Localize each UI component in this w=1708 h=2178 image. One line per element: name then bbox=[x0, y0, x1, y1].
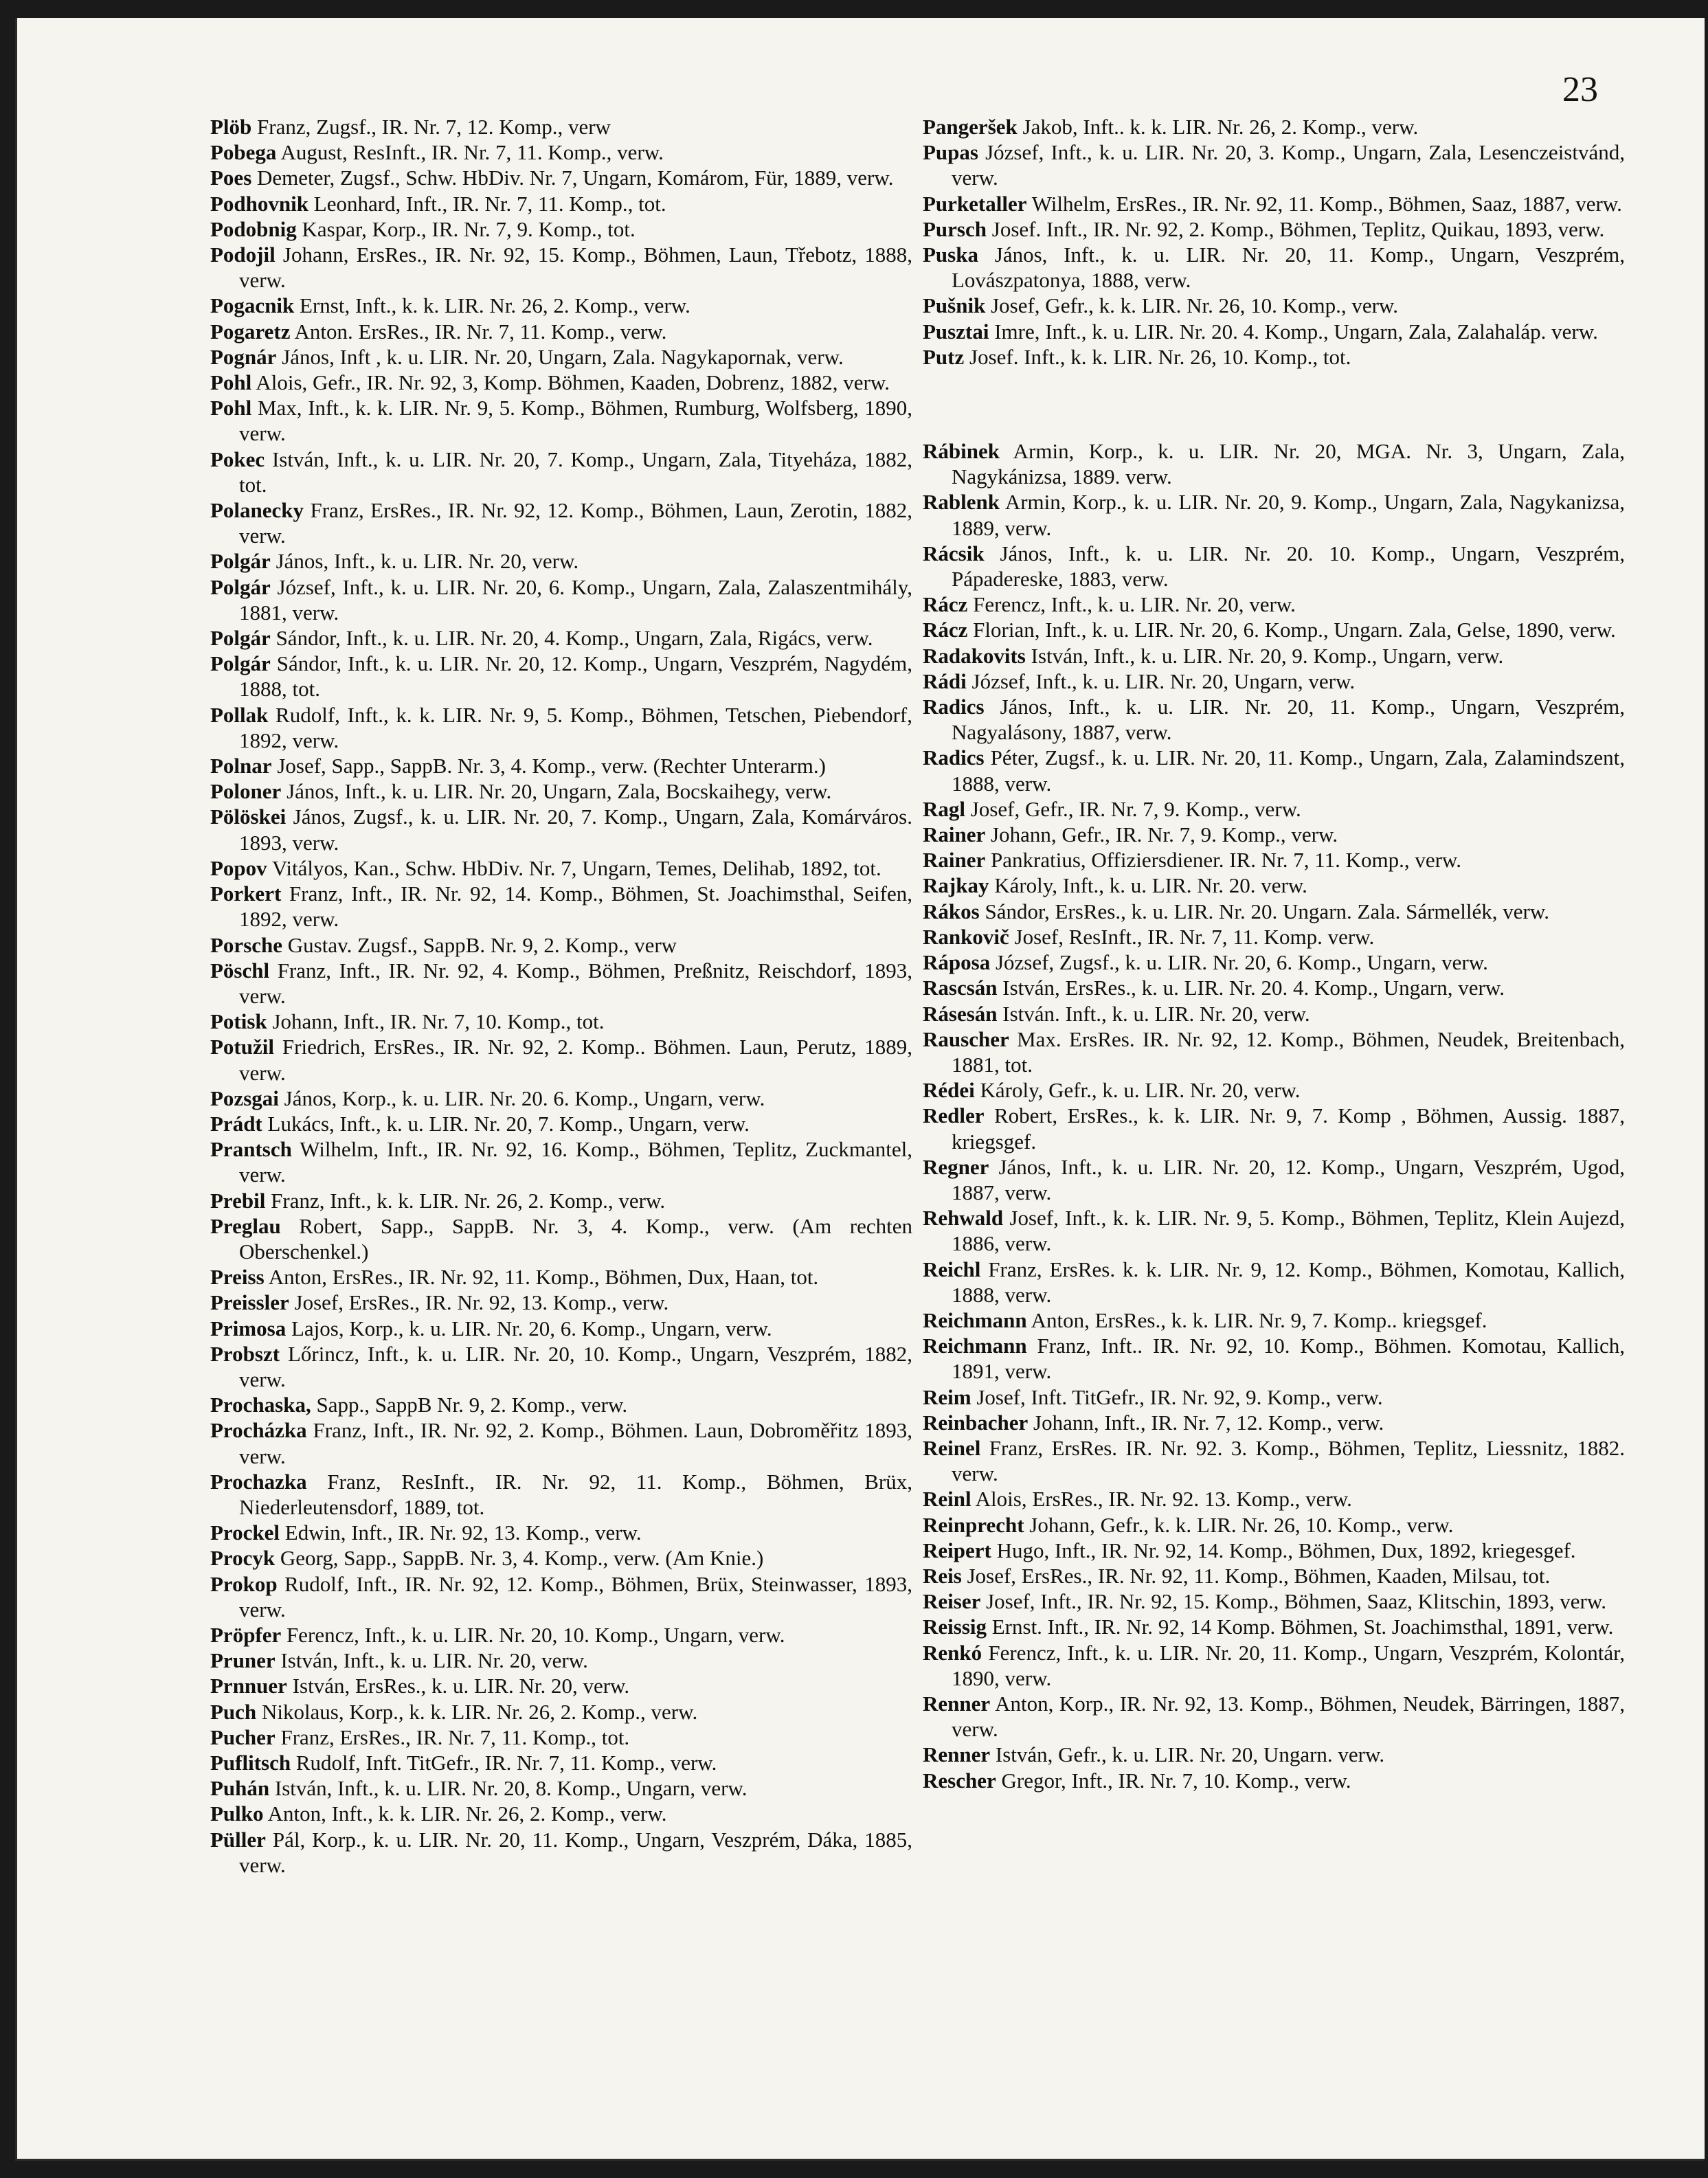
entry-surname: Pulko bbox=[210, 1801, 264, 1826]
entry-details: Wilhelm, Inft., IR. Nr. 92, 16. Komp., Böhmen, Teplitz, Zuckmantel, verw. bbox=[239, 1137, 912, 1187]
register-entry bbox=[923, 191, 1625, 216]
entry-surname: Pušnik bbox=[923, 293, 986, 318]
entry-details: János, Inft , k. u. LIR. Nr. 20, Ungarn, Zala. Nagykapornak, verw. bbox=[282, 344, 844, 369]
entry-surname: Püller bbox=[210, 1827, 266, 1852]
register-entry bbox=[923, 1691, 1625, 1742]
entry-details: Josef, ErsRes., IR. Nr. 92, 11. Komp., Böhmen, Kaaden, Milsau, tot. bbox=[967, 1563, 1551, 1588]
entry-surname: Polnar bbox=[210, 754, 272, 778]
entry-details: Alois, Gefr., IR. Nr. 92, 3, Komp. Böhmen, Kaaden, Dobrenz, 1882, verw. bbox=[256, 370, 890, 395]
entry-surname: Rábinek bbox=[923, 439, 1000, 464]
register-entry bbox=[210, 1213, 912, 1264]
entry-details: Vitályos, Kan., Schw. HbDiv. Nr. 7, Ungarn, Temes, Delihab, 1892, tot. bbox=[271, 855, 881, 880]
entry-surname: Pollak bbox=[210, 702, 269, 727]
entry-details: István, Inft., k. u. LIR. Nr. 20, 7. Komp., Ungarn, Zala, Tityeháza, 1882, tot. bbox=[239, 447, 912, 497]
entry-surname: Rédei bbox=[923, 1078, 975, 1103]
register-entry bbox=[923, 438, 1625, 489]
entry-surname: Polanecky bbox=[210, 498, 304, 523]
entry-surname: Reinprecht bbox=[923, 1512, 1024, 1537]
register-entry bbox=[210, 1775, 912, 1801]
entry-details: Sapp., SappB Nr. 9, 2. Komp., verw. bbox=[316, 1393, 628, 1417]
register-entry bbox=[923, 950, 1625, 975]
entry-surname: Radics bbox=[923, 695, 985, 719]
entry-details: János, Zugsf., k. u. LIR. Nr. 20, 7. Komp., Ungarn, Zala, Komárváros. 1893, verw. bbox=[239, 805, 912, 855]
entry-details: Friedrich, ErsRes., IR. Nr. 92, 2. Komp.. Böhmen. Laun, Perutz, 1889, verw. bbox=[239, 1035, 912, 1085]
entry-details: Sándor, Inft., k. u. LIR. Nr. 20, 4. Komp., Ungarn, Zala, Rigács, verw. bbox=[276, 626, 873, 651]
register-entry bbox=[923, 1103, 1625, 1154]
entry-details: August, ResInft., IR. Nr. 7, 11. Komp., verw. bbox=[280, 140, 664, 165]
entry-surname: Pohl bbox=[210, 396, 252, 420]
register-entry bbox=[210, 344, 912, 370]
entry-details: Sándor, Inft., k. u. LIR. Nr. 20, 12. Komp., Ungarn, Veszprém, Nagydém, 1888, tot. bbox=[239, 651, 913, 701]
entry-surname: Pangeršek bbox=[923, 115, 1018, 139]
register-entry bbox=[210, 1034, 912, 1085]
entry-details: Anton, Inft., k. k. LIR. Nr. 26, 2. Komp., verw. bbox=[267, 1801, 667, 1826]
entry-surname: Pröpfer bbox=[210, 1622, 282, 1647]
register-entry bbox=[923, 796, 1625, 822]
entry-details: Johann, Inft., IR. Nr. 7, 10. Komp., tot. bbox=[272, 1009, 605, 1034]
entry-details: István, ErsRes., k. u. LIR. Nr. 20. 4. Komp., Ungarn, verw. bbox=[1002, 976, 1505, 1000]
entry-surname: Rákos bbox=[923, 899, 980, 923]
entry-details: Armin, Korp., k. u. LIR. Nr. 20, MGA. Nr. 3, Ungarn, Zala, Nagykánizsa, 1889. verw. bbox=[952, 439, 1625, 489]
register-entry bbox=[210, 1469, 912, 1520]
entry-details: István, ErsRes., k. u. LIR. Nr. 20, verw. bbox=[292, 1674, 630, 1698]
register-entry bbox=[923, 1768, 1625, 1793]
entry-details: János, Inft., k. u. LIR. Nr. 20, 12. Komp., Ungarn, Veszprém, Ugod, 1887, verw. bbox=[952, 1154, 1626, 1204]
entry-surname: Prochazka bbox=[210, 1469, 307, 1494]
entry-surname: Puch bbox=[210, 1699, 257, 1724]
entry-surname: Pohl bbox=[210, 370, 252, 395]
register-entry bbox=[210, 1188, 912, 1213]
entry-surname: Reis bbox=[923, 1563, 962, 1588]
entry-surname: Plöb bbox=[210, 115, 252, 139]
entry-details: Franz, ErsRes. IR. Nr. 92. 3. Komp., Böhmen, Teplitz, Liessnitz, 1882. verw. bbox=[952, 1435, 1626, 1486]
entry-details: István, Inft., k. u. LIR. Nr. 20, 9. Komp., Ungarn, verw. bbox=[1031, 643, 1504, 668]
entry-details: Max. ErsRes. IR. Nr. 92, 12. Komp., Böhmen, Neudek, Breitenbach, 1881, tot. bbox=[952, 1026, 1625, 1077]
register-entry bbox=[210, 778, 912, 804]
entry-details: Rudolf, Inft., IR. Nr. 92, 12. Komp., Böhmen, Brüx, Steinwasser, 1893, verw. bbox=[239, 1571, 913, 1621]
entry-details: Josef, Inft., IR. Nr. 92, 15. Komp., Böhmen, Saaz, Klitschin, 1893, verw. bbox=[986, 1589, 1606, 1614]
entry-details: Josef, ResInft., IR. Nr. 7, 11. Komp. verw. bbox=[1014, 924, 1375, 949]
entry-details: Robert, ErsRes., k. k. LIR. Nr. 9, 7. Komp , Böhmen, Aussig. 1887, kriegsgef. bbox=[952, 1103, 1625, 1154]
register-entry bbox=[923, 694, 1625, 745]
register-entry bbox=[923, 489, 1625, 540]
register-entry bbox=[210, 1750, 912, 1775]
register-entry bbox=[923, 899, 1625, 924]
register-entry bbox=[210, 753, 912, 778]
entry-details: Demeter, Zugsf., Schw. HbDiv. Nr. 7, Ungarn, Komárom, Für, 1889, verw. bbox=[257, 166, 894, 190]
register-entry bbox=[210, 1699, 912, 1725]
entry-details: Franz, Inft.. IR. Nr. 92, 10. Komp., Böhmen. Komotau, Kallich, 1891, verw. bbox=[952, 1334, 1625, 1384]
register-entry bbox=[923, 1512, 1625, 1538]
entry-details: István, Inft., k. u. LIR. Nr. 20, verw. bbox=[280, 1648, 588, 1673]
entry-surname: Reinl bbox=[923, 1487, 971, 1512]
left-column bbox=[210, 114, 912, 1878]
entry-surname: Rainer bbox=[923, 848, 986, 873]
register-entry bbox=[210, 1648, 912, 1673]
register-entry bbox=[210, 370, 912, 395]
entry-surname: Rablenk bbox=[923, 490, 1000, 515]
entry-details: József, Inft., k. u. LIR. Nr. 20, Ungarn, verw. bbox=[971, 669, 1356, 693]
entry-surname: Renner bbox=[923, 1742, 991, 1767]
entry-details: Leonhard, Inft., IR. Nr. 7, 11. Komp., tot. bbox=[313, 191, 666, 216]
entry-details: Pál, Korp., k. u. LIR. Nr. 20, 11. Komp., Ungarn, Veszprém, Dáka, 1885, verw. bbox=[239, 1827, 912, 1877]
entry-surname: Rankovič bbox=[923, 924, 1009, 949]
register-entry bbox=[210, 1827, 912, 1878]
entry-surname: Podojil bbox=[210, 243, 276, 267]
entry-details: Imre, Inft., k. u. LIR. Nr. 20. 4. Komp., Ungarn, Zala, Zalahaláp. verw. bbox=[994, 319, 1598, 344]
register-entry bbox=[923, 139, 1625, 190]
entry-surname: Rácsik bbox=[923, 541, 985, 565]
entry-surname: Pogaretz bbox=[210, 319, 291, 344]
entry-surname: Ráposa bbox=[923, 950, 991, 975]
entry-details: Rudolf, Inft. TitGefr., IR. Nr. 7, 11. Komp., verw. bbox=[295, 1751, 717, 1775]
entry-surname: Porsche bbox=[210, 932, 283, 957]
register-entry bbox=[210, 1673, 912, 1698]
register-entry bbox=[210, 1417, 912, 1468]
entry-surname: Podobnig bbox=[210, 216, 297, 241]
entry-surname: Pognár bbox=[210, 344, 277, 369]
register-entry bbox=[210, 191, 912, 216]
entry-details: Florian, Inft., k. u. LIR. Nr. 20, 6. Komp., Ungarn. Zala, Gelse, 1890, verw. bbox=[973, 618, 1616, 642]
entry-details: Johann, Inft., IR. Nr. 7, 12. Komp., verw. bbox=[1033, 1410, 1384, 1435]
entry-details: Franz, Inft., IR. Nr. 92, 2. Komp., Böhmen. Laun, Dobroměřitz 1893, verw. bbox=[239, 1418, 913, 1468]
entry-details: Lőrincz, Inft., k. u. LIR. Nr. 20, 10. Komp., Ungarn, Veszprém, 1882, verw. bbox=[239, 1341, 912, 1391]
entry-surname: Rácz bbox=[923, 618, 968, 642]
register-entry bbox=[210, 651, 912, 701]
register-entry bbox=[210, 1111, 912, 1136]
register-entry bbox=[210, 1136, 912, 1187]
entry-details: Johann, Gefr., k. k. LIR. Nr. 26, 10. Komp., verw. bbox=[1029, 1512, 1454, 1537]
register-entry bbox=[210, 1009, 912, 1034]
entry-surname: Polgár bbox=[210, 651, 271, 676]
entry-details: József, Zugsf., k. u. LIR. Nr. 20, 6. Komp., Ungarn, verw. bbox=[995, 950, 1488, 975]
entry-surname: Ragl bbox=[923, 796, 965, 821]
entry-surname: Pupas bbox=[923, 140, 978, 165]
entry-details: Ferencz, Inft., k. u. LIR. Nr. 20, 11. Komp., Ungarn, Veszprém, Kolontár, 1890, verw. bbox=[952, 1640, 1625, 1690]
entry-details: Johann, Gefr., IR. Nr. 7, 9. Komp., verw. bbox=[991, 822, 1338, 847]
entry-surname: Polgár bbox=[210, 626, 271, 651]
entry-surname: Rásesán bbox=[923, 1001, 998, 1026]
register-entry bbox=[210, 958, 912, 1009]
register-entry bbox=[210, 216, 912, 242]
entry-surname: Potužil bbox=[210, 1035, 274, 1059]
register-entry bbox=[210, 114, 912, 139]
register-entry bbox=[210, 1290, 912, 1315]
register-entry bbox=[923, 873, 1625, 898]
entry-details: Josef, Gefr., k. k. LIR. Nr. 26, 10. Komp., verw. bbox=[991, 293, 1399, 318]
entry-surname: Pokec bbox=[210, 447, 265, 471]
entry-surname: Reinbacher bbox=[923, 1410, 1029, 1435]
entry-surname: Puska bbox=[923, 243, 978, 267]
page-number: 23 bbox=[1562, 70, 1598, 109]
register-entry bbox=[210, 1520, 912, 1545]
entry-details: Gustav. Zugsf., SappB. Nr. 9, 2. Komp., verw bbox=[287, 932, 677, 957]
register-entry bbox=[923, 344, 1625, 370]
entry-details: János, Inft., k. u. LIR. Nr. 20. 10. Komp., Ungarn, Veszprém, Pápadereske, 1883, verw. bbox=[952, 541, 1625, 592]
register-entry bbox=[923, 617, 1625, 642]
register-entry bbox=[923, 242, 1625, 293]
entry-details: Max, Inft., k. k. LIR. Nr. 9, 5. Komp., Böhmen, Rumburg, Wolfsberg, 1890, verw. bbox=[239, 396, 913, 446]
entry-surname: Pozsgai bbox=[210, 1086, 279, 1110]
register-entry bbox=[923, 1257, 1625, 1307]
entry-details: Anton, ErsRes., k. k. LIR. Nr. 9, 7. Komp.. kriegsgef. bbox=[1031, 1307, 1487, 1332]
entry-surname: Reichmann bbox=[923, 1307, 1027, 1332]
entry-details: Josef. Inft., k. k. LIR. Nr. 26, 10. Komp., tot. bbox=[969, 344, 1351, 369]
entry-surname: Reim bbox=[923, 1384, 971, 1409]
entry-surname: Rácz bbox=[923, 592, 968, 617]
entry-details: Károly, Gefr., k. u. LIR. Nr. 20, verw. bbox=[980, 1078, 1301, 1103]
entry-surname: Putz bbox=[923, 344, 965, 369]
entry-details: Franz, Zugsf., IR. Nr. 7, 12. Komp., verw bbox=[257, 115, 611, 139]
entry-surname: Prockel bbox=[210, 1520, 280, 1545]
register-entry bbox=[210, 319, 912, 344]
register-entry bbox=[210, 1801, 912, 1826]
entry-details: Kaspar, Korp., IR. Nr. 7, 9. Komp., tot. bbox=[302, 216, 636, 241]
entry-surname: Preiss bbox=[210, 1265, 265, 1290]
register-entry bbox=[210, 1316, 912, 1341]
entry-details: Josef, Gefr., IR. Nr. 7, 9. Komp., verw. bbox=[970, 796, 1301, 821]
entry-surname: Pursch bbox=[923, 216, 987, 241]
entry-surname: Renkó bbox=[923, 1640, 982, 1665]
register-entry bbox=[923, 541, 1625, 592]
entry-surname: Prebil bbox=[210, 1188, 266, 1213]
entry-surname: Polgár bbox=[210, 549, 271, 574]
entry-surname: Potisk bbox=[210, 1009, 267, 1034]
register-entry bbox=[923, 293, 1625, 318]
entry-surname: Pogacnik bbox=[210, 293, 295, 318]
entry-surname: Preissler bbox=[210, 1290, 289, 1315]
entry-details: Josef, Inft. TitGefr., IR. Nr. 92, 9. Komp., verw. bbox=[976, 1384, 1383, 1409]
register-entry bbox=[923, 1588, 1625, 1614]
entry-details: István, Inft., k. u. LIR. Nr. 20, 8. Komp., Ungarn, verw. bbox=[274, 1776, 748, 1801]
entry-details: Károly, Inft., k. u. LIR. Nr. 20. verw. bbox=[994, 873, 1307, 898]
register-entry bbox=[210, 548, 912, 574]
entry-details: Ferencz, Inft., k. u. LIR. Nr. 20, 10. Komp., Ungarn, verw. bbox=[286, 1622, 785, 1647]
entry-surname: Pucher bbox=[210, 1725, 276, 1749]
register-entry bbox=[923, 822, 1625, 847]
register-entry bbox=[210, 625, 912, 651]
entry-surname: Rauscher bbox=[923, 1026, 1009, 1051]
register-entry bbox=[923, 847, 1625, 873]
register-entry bbox=[923, 745, 1625, 796]
register-entry bbox=[923, 1614, 1625, 1639]
entry-details: János, Inft., k. u. LIR. Nr. 20, Ungarn, Zala, Bocskaihegy, verw. bbox=[286, 779, 832, 804]
right-column bbox=[923, 114, 1625, 1793]
entry-surname: Poes bbox=[210, 166, 252, 190]
entry-surname: Prochaska, bbox=[210, 1393, 311, 1417]
entry-surname: Podhovnik bbox=[210, 191, 309, 216]
entry-surname: Reinel bbox=[923, 1435, 981, 1460]
entry-details: Anton. ErsRes., IR. Nr. 7, 11. Komp., verw. bbox=[294, 319, 667, 344]
entry-surname: Procyk bbox=[210, 1546, 276, 1571]
entry-details: Josef, Inft., k. k. LIR. Nr. 9, 5. Komp., Böhmen, Teplitz, Klein Aujezd, 1886, verw. bbox=[952, 1206, 1625, 1256]
entry-details: Anton, ErsRes., IR. Nr. 92, 11. Komp., Böhmen, Dux, Haan, tot. bbox=[268, 1265, 819, 1290]
register-entry bbox=[923, 216, 1625, 242]
entry-surname: Poloner bbox=[210, 779, 282, 804]
entry-surname: Reissig bbox=[923, 1615, 987, 1639]
entry-surname: Radakovits bbox=[923, 643, 1026, 668]
register-entry bbox=[210, 447, 912, 497]
entry-details: István, Gefr., k. u. LIR. Nr. 20, Ungarn. verw. bbox=[995, 1742, 1385, 1767]
register-entry bbox=[923, 1640, 1625, 1691]
register-entry bbox=[923, 1026, 1625, 1077]
register-entry bbox=[923, 643, 1625, 669]
register-entry bbox=[923, 1410, 1625, 1435]
entry-details: Ernst, Inft., k. k. LIR. Nr. 26, 2. Komp., verw. bbox=[300, 293, 690, 318]
entry-details: Franz, Inft., k. k. LIR. Nr. 26, 2. Komp., verw. bbox=[271, 1188, 666, 1213]
register-entry bbox=[210, 574, 912, 625]
entry-details: István. Inft., k. u. LIR. Nr. 20, verw. bbox=[1002, 1001, 1310, 1026]
register-entry bbox=[210, 1571, 912, 1622]
entry-surname: Puflitsch bbox=[210, 1751, 291, 1775]
register-entry bbox=[923, 1742, 1625, 1767]
register-entry bbox=[210, 1264, 912, 1290]
register-entry bbox=[923, 1538, 1625, 1563]
register-entry bbox=[923, 1307, 1625, 1333]
entry-details: János, Inft., k. u. LIR. Nr. 20, 11. Komp., Ungarn, Veszprém, Lovászpatonya, 1888, verw. bbox=[952, 243, 1625, 293]
entry-surname: Prokop bbox=[210, 1571, 278, 1596]
entry-details: Franz, ResInft., IR. Nr. 92, 11. Komp., Böhmen, Brüx, Niederleutensdorf, 1889, tot. bbox=[239, 1469, 912, 1519]
section-gap bbox=[923, 370, 1625, 438]
register-entry bbox=[923, 1563, 1625, 1588]
entry-details: Josef, ErsRes., IR. Nr. 92, 13. Komp., verw. bbox=[294, 1290, 669, 1315]
entry-details: Franz, Inft., IR. Nr. 92, 4. Komp., Böhmen, Preßnitz, Reischdorf, 1893, verw. bbox=[239, 958, 913, 1008]
register-entry bbox=[923, 1435, 1625, 1486]
entry-details: Wilhelm, ErsRes., IR. Nr. 92, 11. Komp., Böhmen, Saaz, 1887, verw. bbox=[1031, 191, 1622, 216]
register-entry bbox=[923, 1001, 1625, 1026]
entry-details: Franz, ErsRes. k. k. LIR. Nr. 9, 12. Komp., Böhmen, Komotau, Kallich, 1888, verw. bbox=[952, 1257, 1625, 1307]
register-entry bbox=[923, 924, 1625, 950]
entry-details: József, Inft., k. u. LIR. Nr. 20, 6. Komp., Ungarn, Zala, Zalaszentmihály, 1881, verw. bbox=[239, 574, 912, 625]
entry-details: Johann, ErsRes., IR. Nr. 92, 15. Komp., Böhmen, Laun, Třebotz, 1888, verw. bbox=[239, 243, 912, 293]
register-entry bbox=[210, 139, 912, 165]
entry-details: József, Inft., k. u. LIR. Nr. 20, 3. Komp., Ungarn, Zala, Lesenczeistvánd, verw. bbox=[952, 140, 1625, 190]
register-entry bbox=[923, 1384, 1625, 1410]
entry-surname: Probszt bbox=[210, 1341, 280, 1366]
register-entry bbox=[210, 1725, 912, 1750]
register-entry bbox=[923, 319, 1625, 344]
entry-details: Nikolaus, Korp., k. k. LIR. Nr. 26, 2. Komp., verw. bbox=[261, 1699, 698, 1724]
entry-surname: Reichmann bbox=[923, 1334, 1027, 1358]
entry-details: Péter, Zugsf., k. u. LIR. Nr. 20, 11. Komp., Ungarn, Zala, Zalamindszent, 1888, verw. bbox=[952, 745, 1625, 796]
entry-surname: Polgár bbox=[210, 574, 271, 599]
entry-surname: Reiser bbox=[923, 1589, 981, 1614]
register-entry bbox=[923, 592, 1625, 617]
entry-details: Franz, Inft., IR. Nr. 92, 14. Komp., Böhmen, St. Joachimsthal, Seifen, 1892, verw. bbox=[239, 882, 913, 932]
register-entry bbox=[210, 855, 912, 881]
entry-details: Gregor, Inft., IR. Nr. 7, 10. Komp., verw. bbox=[1001, 1768, 1351, 1793]
register-entry bbox=[923, 1333, 1625, 1384]
register-entry bbox=[923, 1486, 1625, 1512]
entry-surname: Prádt bbox=[210, 1111, 262, 1136]
register-entry bbox=[923, 114, 1625, 139]
entry-details: Franz, ErsRes., IR. Nr. 92, 12. Komp., Böhmen, Laun, Zerotin, 1882, verw. bbox=[239, 498, 912, 548]
register-entry bbox=[210, 1341, 912, 1392]
entry-surname: Pölöskei bbox=[210, 805, 286, 829]
entry-surname: Reipert bbox=[923, 1538, 991, 1562]
register-entry bbox=[923, 669, 1625, 694]
entry-surname: Rehwald bbox=[923, 1206, 1004, 1231]
entry-surname: Primosa bbox=[210, 1316, 286, 1340]
entry-details: Armin, Korp., k. u. LIR. Nr. 20, 9. Komp., Ungarn, Zala, Nagykanizsa, 1889, verw. bbox=[952, 490, 1625, 540]
entry-details: Josef, Sapp., SappB. Nr. 3, 4. Komp., verw. (Rechter Unterarm.) bbox=[277, 754, 826, 778]
entry-details: Robert, Sapp., SappB. Nr. 3, 4. Komp., verw. (Am rechten Oberschenkel.) bbox=[239, 1213, 913, 1264]
entry-details: Lajos, Korp., k. u. LIR. Nr. 20, 6. Komp., Ungarn, verw. bbox=[291, 1316, 772, 1340]
entry-details: Ernst. Inft., IR. Nr. 92, 14 Komp. Böhmen, St. Joachimsthal, 1891, verw. bbox=[991, 1615, 1614, 1639]
entry-surname: Renner bbox=[923, 1691, 991, 1716]
register-entry bbox=[210, 932, 912, 958]
entry-surname: Puhán bbox=[210, 1776, 270, 1801]
register-entry bbox=[210, 1086, 912, 1111]
register-entry bbox=[210, 702, 912, 753]
entry-details: Pankratius, Offiziersdiener. IR. Nr. 7, 11. Komp., verw. bbox=[991, 848, 1462, 873]
entry-surname: Radics bbox=[923, 745, 985, 770]
entry-details: Alois, ErsRes., IR. Nr. 92. 13. Komp., verw. bbox=[975, 1487, 1352, 1512]
entry-surname: Popov bbox=[210, 855, 267, 880]
entry-surname: Rajkay bbox=[923, 873, 989, 898]
register-entry bbox=[210, 165, 912, 190]
entry-details: Ferencz, Inft., k. u. LIR. Nr. 20, verw. bbox=[973, 592, 1296, 617]
entry-surname: Pruner bbox=[210, 1648, 276, 1673]
entry-details: Georg, Sapp., SappB. Nr. 3, 4. Komp., verw. (Am Knie.) bbox=[280, 1546, 764, 1571]
register-entry bbox=[210, 1622, 912, 1648]
entry-surname: Prnnuer bbox=[210, 1674, 287, 1698]
register-entry bbox=[210, 242, 912, 293]
register-entry bbox=[210, 881, 912, 932]
entry-surname: Redler bbox=[923, 1103, 985, 1128]
register-entry bbox=[210, 804, 912, 855]
entry-surname: Pöschl bbox=[210, 958, 270, 983]
entry-details: Anton, Korp., IR. Nr. 92, 13. Komp., Böhmen, Neudek, Bärringen, 1887, verw. bbox=[952, 1691, 1625, 1742]
entry-surname: Rádi bbox=[923, 669, 967, 693]
entry-surname: Purketaller bbox=[923, 191, 1027, 216]
entry-details: Lukács, Inft., k. u. LIR. Nr. 20, 7. Komp., Ungarn, verw. bbox=[267, 1111, 750, 1136]
entry-details: János, Inft., k. u. LIR. Nr. 20, 11. Komp., Ungarn, Veszprém, Nagyalásony, 1887, verw. bbox=[952, 695, 1625, 745]
register-entry bbox=[210, 497, 912, 548]
register-entry bbox=[210, 1545, 912, 1571]
entry-details: Hugo, Inft., IR. Nr. 92, 14. Komp., Böhmen, Dux, 1892, kriegesgef. bbox=[996, 1538, 1576, 1562]
entry-surname: Porkert bbox=[210, 882, 282, 906]
register-entry bbox=[923, 1077, 1625, 1103]
entry-details: Josef. Inft., IR. Nr. 92, 2. Komp., Böhmen, Teplitz, Quikau, 1893, verw. bbox=[991, 216, 1605, 241]
register-entry bbox=[923, 1154, 1625, 1205]
entry-surname: Reichl bbox=[923, 1257, 981, 1281]
register-entry bbox=[923, 975, 1625, 1000]
entry-surname: Procházka bbox=[210, 1418, 307, 1443]
register-entry bbox=[210, 293, 912, 318]
entry-details: Rudolf, Inft., k. k. LIR. Nr. 9, 5. Komp., Böhmen, Tetschen, Piebendorf, 1892, verw. bbox=[239, 702, 913, 752]
entry-details: Jakob, Inft.. k. k. LIR. Nr. 26, 2. Komp., verw. bbox=[1022, 115, 1419, 139]
register-entry bbox=[923, 1205, 1625, 1256]
entry-details: Franz, ErsRes., IR. Nr. 7, 11. Komp., tot. bbox=[280, 1725, 630, 1749]
scanned-page bbox=[15, 18, 1705, 2161]
entry-surname: Regner bbox=[923, 1154, 989, 1179]
entry-surname: Preglau bbox=[210, 1213, 281, 1238]
register-entry bbox=[210, 395, 912, 446]
entry-surname: Pusztai bbox=[923, 319, 989, 344]
register-entry bbox=[210, 1392, 912, 1417]
entry-details: János, Inft., k. u. LIR. Nr. 20, verw. bbox=[276, 549, 579, 574]
entry-surname: Rascsán bbox=[923, 976, 998, 1000]
entry-surname: Rainer bbox=[923, 822, 986, 847]
entry-surname: Rescher bbox=[923, 1768, 996, 1793]
entry-details: Edwin, Inft., IR. Nr. 92, 13. Komp., verw. bbox=[284, 1520, 642, 1545]
entry-surname: Pobega bbox=[210, 140, 277, 165]
entry-surname: Prantsch bbox=[210, 1137, 292, 1162]
entry-details: Sándor, ErsRes., k. u. LIR. Nr. 20. Ungarn. Zala. Sármellék, verw. bbox=[985, 899, 1549, 923]
entry-details: János, Korp., k. u. LIR. Nr. 20. 6. Komp., Ungarn, verw. bbox=[284, 1086, 765, 1110]
